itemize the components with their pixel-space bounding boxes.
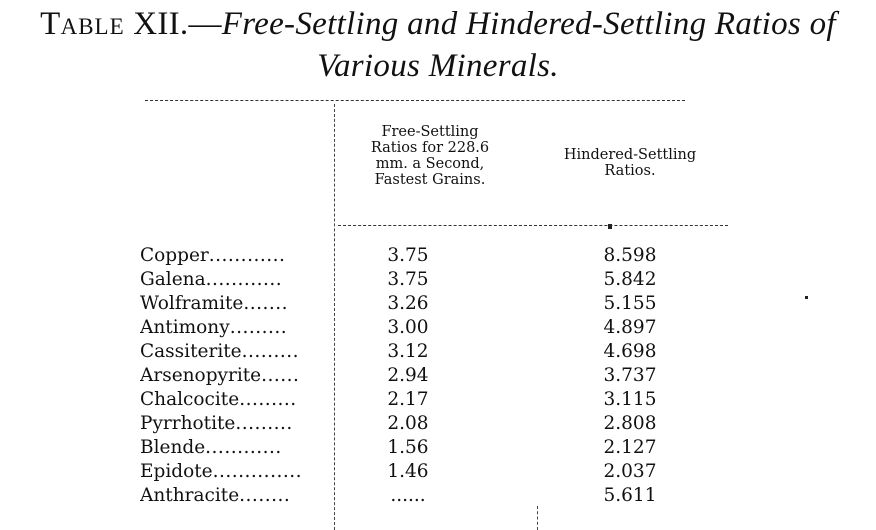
hindered-settling-ratio: 4.897 (603, 317, 657, 338)
table-row (0, 316, 876, 340)
table-row (0, 412, 876, 436)
header-hindered-settling (535, 147, 725, 179)
free-settling-ratio: 1.46 (387, 461, 429, 482)
table-row (0, 388, 876, 412)
free-settling-ratio: ...... (390, 485, 426, 506)
hindered-settling-ratio: 2.127 (603, 437, 657, 458)
column-divider-right (537, 506, 538, 530)
free-settling-ratio: 2.17 (387, 389, 429, 410)
table-row (0, 268, 876, 292)
free-settling-ratio: 1.56 (387, 437, 429, 458)
hindered-settling-ratio: 4.698 (603, 341, 657, 362)
title-lead-initial: T (40, 6, 61, 42)
free-settling-ratio: 3.26 (387, 293, 429, 314)
table-title-line2 (0, 46, 876, 86)
header-hindered-line: Ratios. (604, 163, 656, 179)
hindered-settling-ratio: 5.155 (603, 293, 657, 314)
header-rule (338, 225, 728, 226)
table-row (0, 436, 876, 460)
free-settling-ratio: 2.08 (387, 413, 429, 434)
top-rule (145, 100, 685, 101)
table-title (0, 4, 876, 47)
hindered-settling-ratio: 3.115 (603, 389, 657, 410)
header-free-line: Free-Settling (381, 124, 479, 140)
mineral-name: Blende............ (140, 437, 282, 458)
hindered-settling-ratio: 2.037 (603, 461, 657, 482)
free-settling-ratio: 3.12 (387, 341, 429, 362)
table-row (0, 340, 876, 364)
mineral-name: Wolframite....... (140, 293, 289, 314)
free-settling-ratio: 3.00 (387, 317, 429, 338)
rule-mark (608, 224, 612, 229)
free-settling-ratio: 3.75 (387, 269, 429, 290)
mineral-name: Chalcocite......... (140, 389, 297, 410)
header-free-settling (340, 124, 520, 188)
free-settling-ratio: 2.94 (387, 365, 429, 386)
hindered-settling-ratio: 8.598 (603, 245, 657, 266)
header-free-line: Fastest Grains. (374, 172, 486, 188)
hindered-settling-ratio: 3.737 (603, 365, 657, 386)
table-row (0, 244, 876, 268)
hindered-settling-ratio: 5.611 (603, 485, 657, 506)
mineral-name: Pyrrhotite......... (140, 413, 293, 434)
mineral-name: Antimony......... (140, 317, 288, 338)
header-hindered-line: Hindered-Settling (563, 147, 697, 163)
table-row (0, 484, 876, 508)
header-free-line: Ratios for 228.6 (370, 140, 490, 156)
free-settling-ratio: 3.75 (387, 245, 429, 266)
title-italic-line1: Free-Settling and Hindered-Settling Ratios of (221, 6, 836, 42)
mineral-name: Copper............ (140, 245, 286, 266)
mineral-name: Epidote.............. (140, 461, 302, 482)
table-row (0, 364, 876, 388)
table-row (0, 292, 876, 316)
table-number: XII.— (133, 6, 222, 42)
title-italic-line2: Various Minerals. (317, 48, 559, 84)
mineral-name: Galena............ (140, 269, 283, 290)
hindered-settling-ratio: 5.842 (603, 269, 657, 290)
table-row (0, 460, 876, 484)
mineral-name: Anthracite........ (140, 485, 291, 506)
hindered-settling-ratio: 2.808 (603, 413, 657, 434)
header-free-line: mm. a Second, (375, 156, 485, 172)
title-lead-rest: ABLE (60, 14, 125, 39)
mineral-name: Cassiterite......... (140, 341, 300, 362)
mineral-name: Arsenopyrite...... (140, 365, 300, 386)
